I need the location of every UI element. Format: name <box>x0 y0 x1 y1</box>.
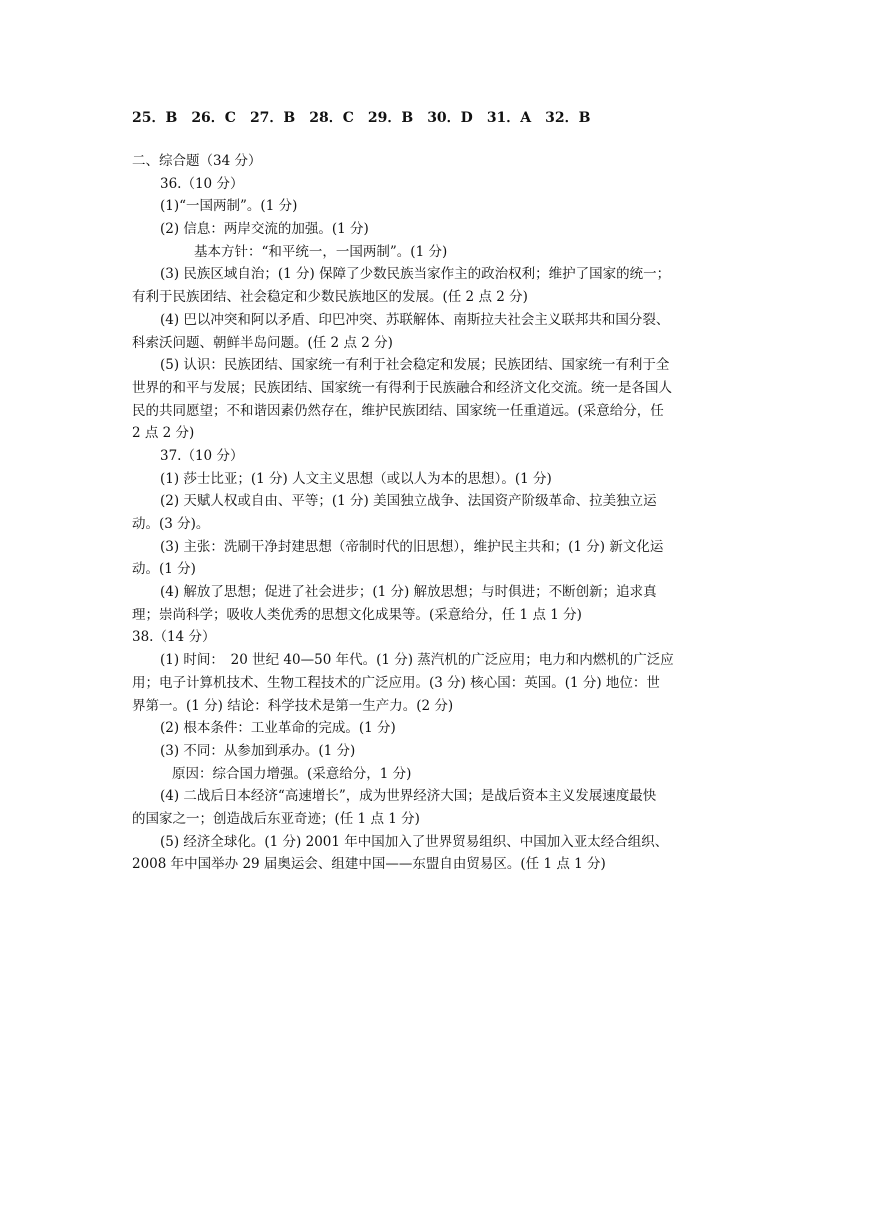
answer-line: 基本方针：“和平统一，一国两制”。(1 分) <box>194 243 448 260</box>
multiple-choice-answers: 25．B 26．C 27．B 28．C 29．B 30．D 31．A 32．B <box>132 110 591 126</box>
answer-line: 理；崇尚科学；吸收人类优秀的思想文化成果等。(采意给分，任 1 点 1 分) <box>132 606 582 623</box>
answer-line: (2) 信息：两岸交流的加强。(1 分) <box>160 221 369 238</box>
answer-line: (2) 天赋人权或自由、平等；(1 分) 美国独立战争、法国资产阶级革命、拉美独立运 <box>160 493 657 510</box>
answer-line: 2 点 2 分) <box>132 425 195 442</box>
composite-questions-answers <box>132 150 742 876</box>
answer-line: 动。(3 分)。 <box>132 516 210 532</box>
answer-line: (1) 时间： 20 世纪 40—50 年代。(1 分) 蒸汽机的广泛应用；电力和内燃机的广泛应 <box>160 652 674 669</box>
answer-line: 科索沃问题、朝鲜半岛问题。(任 2 点 2 分) <box>132 334 393 351</box>
question-heading-38: 38.（14 分） <box>132 629 216 646</box>
answer-line: (3) 主张：洗刷干净封建思想（帝制时代的旧思想），维护民主共和；(1 分) 新文化运 <box>160 538 664 555</box>
answer-line: (4) 解放了思想；促进了社会进步；(1 分) 解放思想；与时俱进；不断创新；追求真 <box>160 584 657 601</box>
answer-line: (5) 认识：民族团结、国家统一有利于社会稳定和发展；民族团结、国家统一有利于全 <box>160 357 670 374</box>
answer-line: (1)“一国两制”。(1 分) <box>160 198 298 215</box>
answer-line: 的国家之一；创造战后东亚奇迹；(任 1 点 1 分) <box>132 810 420 827</box>
answer-line: (3) 不同：从参加到承办。(1 分) <box>160 742 356 759</box>
answer-line: 有利于民族团结、社会稳定和少数民族地区的发展。(任 2 点 2 分) <box>132 289 528 306</box>
answer-line: (5) 经济全球化。(1 分) 2001 年中国加入了世界贸易组织、中国加入亚太经合组织、 <box>160 833 669 850</box>
question-heading-37: 37.（10 分） <box>160 447 244 464</box>
answer-line: 世界的和平与发展；民族团结、国家统一有得利于民族融合和经济文化交流。统一是各国人 <box>132 379 672 396</box>
answer-line: 原因：综合国力增强。(采意给分，1 分) <box>172 765 412 782</box>
answer-line: 界第一。(1 分) 结论：科学技术是第一生产力。(2 分) <box>132 697 454 714</box>
answer-line: 2008 年中国举办 29 届奥运会、组建中国——东盟自由贸易区。(任 1 点 1 分) <box>132 856 606 873</box>
answer-line: (4) 二战后日本经济“高速增长”，成为世界经济大国；是战后资本主义发展速度最快 <box>160 788 657 805</box>
answer-line: 民的共同愿望；不和谐因素仍然存在，维护民族团结、国家统一任重道远。(采意给分，任 <box>132 402 664 419</box>
answer-line: (4) 巴以冲突和阿以矛盾、印巴冲突、苏联解体、南斯拉夫社会主义联邦共和国分裂、 <box>160 311 670 328</box>
answer-line: (3) 民族区域自治；(1 分) 保障了少数民族当家作主的政治权利；维护了国家的统一； <box>160 266 671 283</box>
section-heading: 二、综合题（34 分） <box>132 153 262 169</box>
question-heading-36: 36.（10 分） <box>160 175 244 192</box>
answer-line: (1) 莎士比亚；(1 分) 人文主义思想（或以人为本的思想）。(1 分) <box>160 470 552 487</box>
answer-line: 用；电子计算机技术、生物工程技术的广泛应用。(3 分) 核心国：英国。(1 分) 地位：世 <box>132 674 660 691</box>
answer-line: 动。(1 分) <box>132 561 196 578</box>
answer-line: (2) 根本条件：工业革命的完成。(1 分) <box>160 720 396 737</box>
